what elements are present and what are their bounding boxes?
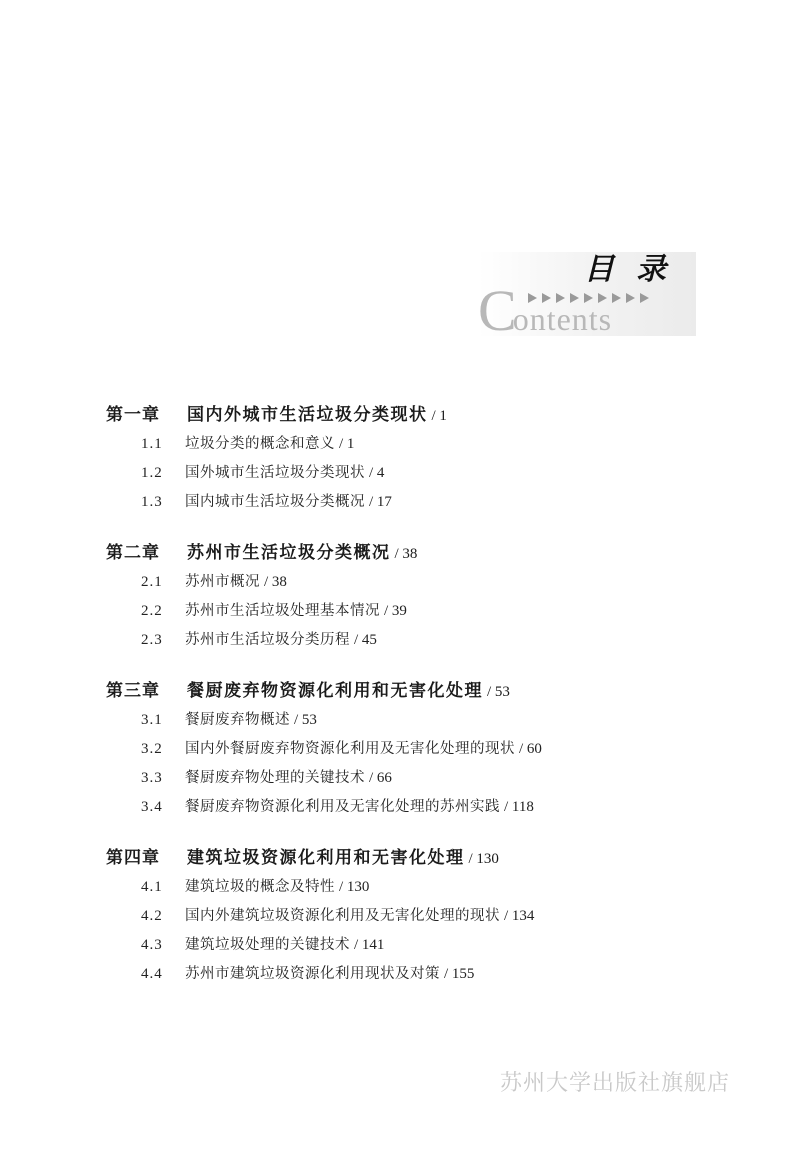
chapter-heading[interactable]: [106, 400, 746, 430]
section-number: 4.1: [141, 879, 163, 895]
toc-header: [478, 252, 696, 343]
section-number: 3.3: [141, 770, 163, 786]
section-number: 2.3: [141, 632, 163, 648]
section-title: 餐厨废弃物概述: [185, 712, 290, 728]
section-item[interactable]: [106, 902, 746, 931]
section-page: / 141: [354, 937, 385, 953]
section-title: 垃圾分类的概念和意义: [185, 436, 335, 452]
table-of-contents: [106, 400, 746, 1010]
chapter-page: / 130: [468, 851, 499, 867]
arrow-right-icon: [640, 293, 649, 303]
section-item[interactable]: [106, 626, 746, 655]
section-number: 3.1: [141, 712, 163, 728]
section-title: 餐厨废弃物资源化利用及无害化处理的苏州实践: [185, 799, 500, 815]
section-item[interactable]: [106, 764, 746, 793]
chapter-page: / 1: [431, 408, 447, 424]
chapter-number: 第三章: [106, 681, 160, 701]
page-title: 目录: [584, 252, 688, 287]
arrow-right-icon: [626, 293, 635, 303]
section-title: 建筑垃圾处理的关键技术: [185, 937, 350, 953]
contents-subtitle: [478, 278, 613, 343]
chapter-number: 第二章: [106, 543, 160, 563]
section-number: 2.2: [141, 603, 163, 619]
chapter-heading[interactable]: [106, 676, 746, 706]
section-page: / 39: [384, 603, 407, 619]
section-number: 3.2: [141, 741, 163, 757]
section-title: 国内城市生活垃圾分类概况: [185, 494, 365, 510]
section-item[interactable]: [106, 430, 746, 459]
section-page: / 45: [354, 632, 377, 648]
chapter-page: / 53: [487, 684, 510, 700]
section-page: / 1: [339, 436, 355, 452]
section-item[interactable]: [106, 568, 746, 597]
section-number: 1.2: [141, 465, 163, 481]
section-item[interactable]: [106, 706, 746, 735]
section-number: 4.2: [141, 908, 163, 924]
section-page: / 66: [369, 770, 392, 786]
chapter-number: 第一章: [106, 405, 160, 425]
section-item[interactable]: [106, 488, 746, 517]
section-title: 苏州市建筑垃圾资源化利用现状及对策: [185, 966, 440, 982]
section-title: 国内外餐厨废弃物资源化利用及无害化处理的现状: [185, 741, 515, 757]
chapter-page: / 38: [394, 546, 418, 562]
chapter-title: 国内外城市生活垃圾分类现状: [187, 405, 428, 425]
section-item[interactable]: [106, 735, 746, 764]
section-number: 1.1: [141, 436, 163, 452]
section-title: 苏州市概况: [185, 574, 260, 590]
section-number: 1.3: [141, 494, 163, 510]
section-title: 苏州市生活垃圾分类历程: [185, 632, 350, 648]
contents-initial: C: [478, 278, 517, 343]
contents-rest: ontents: [512, 301, 613, 337]
section-number: 4.4: [141, 966, 163, 982]
section-number: 3.4: [141, 799, 163, 815]
chapter-2: [106, 538, 746, 655]
section-number: 4.3: [141, 937, 163, 953]
section-page: / 134: [504, 908, 535, 924]
section-item[interactable]: [106, 960, 746, 989]
section-item[interactable]: [106, 597, 746, 626]
section-title: 苏州市生活垃圾处理基本情况: [185, 603, 380, 619]
section-number: 2.1: [141, 574, 163, 590]
arrow-right-icon: [612, 293, 621, 303]
section-page: / 60: [519, 741, 542, 757]
chapter-3: [106, 676, 746, 822]
chapter-heading[interactable]: [106, 843, 746, 873]
section-title: 国内外建筑垃圾资源化利用及无害化处理的现状: [185, 908, 500, 924]
section-title: 餐厨废弃物处理的关键技术: [185, 770, 365, 786]
chapter-heading[interactable]: [106, 538, 746, 568]
section-page: / 155: [444, 966, 475, 982]
chapter-number: 第四章: [106, 848, 160, 868]
section-page: / 118: [504, 799, 534, 815]
section-item[interactable]: [106, 931, 746, 960]
chapter-title: 餐厨废弃物资源化利用和无害化处理: [187, 681, 483, 701]
chapter-4: [106, 843, 746, 989]
section-page: / 17: [369, 494, 392, 510]
section-item[interactable]: [106, 459, 746, 488]
section-title: 国外城市生活垃圾分类现状: [185, 465, 365, 481]
section-page: / 4: [369, 465, 385, 481]
chapter-title: 建筑垃圾资源化利用和无害化处理: [187, 848, 465, 868]
section-title: 建筑垃圾的概念及特性: [185, 879, 335, 895]
section-item[interactable]: [106, 793, 746, 822]
section-page: / 38: [264, 574, 287, 590]
store-watermark: 苏州大学出版社旗舰店: [500, 1071, 731, 1096]
chapter-1: [106, 400, 746, 517]
section-page: / 53: [294, 712, 317, 728]
section-page: / 130: [339, 879, 370, 895]
chapter-title: 苏州市生活垃圾分类概况: [187, 543, 391, 563]
section-item[interactable]: [106, 873, 746, 902]
